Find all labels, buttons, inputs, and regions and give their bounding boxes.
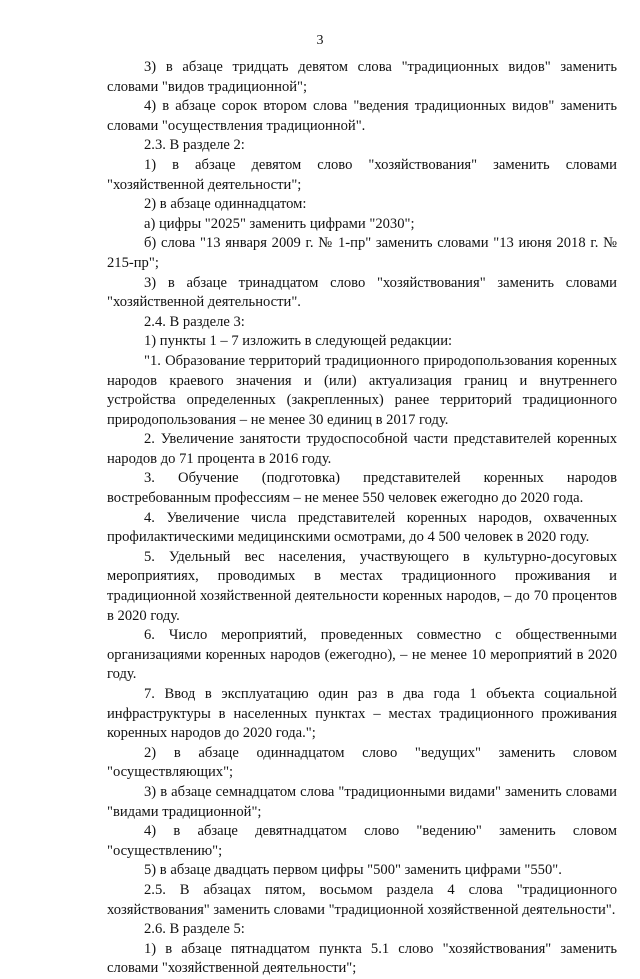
paragraph: 7. Ввод в эксплуатацию один раз в два года 1 объекта социальной инфраструктуры в населенных пунктах – местах традиционного проживания коренных народов до 2020 года."; bbox=[107, 686, 617, 742]
section-heading: 2.4. В разделе 3: bbox=[144, 313, 245, 330]
paragraph: а) цифры "2025" заменить цифрами "2030"; bbox=[144, 215, 415, 232]
paragraph: 2.5. В абзацах пятом, восьмом раздела 4 слова "традиционного хозяйствования" заменить словами "традиционной хозяйственной деятельности". bbox=[107, 881, 617, 918]
paragraph: 2) в абзаце одиннадцатом слово "ведущих" заменить словом "осуществляющих"; bbox=[107, 744, 617, 781]
document-body bbox=[107, 58, 617, 979]
section-heading: 2.3. В разделе 2: bbox=[144, 137, 245, 154]
paragraph: 5. Удельный вес населения, участвующего в культурно-досуговых мероприятиях, проводимых в местах традиционного проживания и традиционной хозяйственной деятельности коренных народов, – до 70 процентов в 2020 году. bbox=[107, 548, 617, 624]
paragraph: 1) в абзаце девятом слово "хозяйствования" заменить словами "хозяйственной деятельности"; bbox=[107, 156, 617, 193]
paragraph: "1. Образование территорий традиционного природопользования коренных народов краевого значения и (или) актуализация границ и внутреннего устройства определенных (закрепленных) ранее территорий традиционного природопользования – не менее 30 единиц в 2017 году. bbox=[107, 352, 617, 428]
paragraph: 5) в абзаце двадцать первом цифры "500" заменить цифрами "550". bbox=[144, 862, 562, 879]
paragraph: 3) в абзаце тридцать девятом слова "традиционных видов" заменить словами "видов традиционной"; bbox=[107, 59, 617, 95]
paragraph: 2. Увеличение занятости трудоспособной части представителей коренных народов до 71 процента в 2016 году. bbox=[107, 431, 617, 467]
paragraph: 3) в абзаце семнадцатом слова "традиционными видами" заменить словами "видами традиционной"; bbox=[107, 783, 617, 820]
paragraph: 4) в абзаце девятнадцатом слово "ведению" заменить словом "осуществлению"; bbox=[107, 823, 617, 859]
paragraph: 4. Увеличение числа представителей коренных народов, охваченных профилактическими медицинскими осмотрами, до 4 500 человек в 2020 году. bbox=[107, 509, 617, 546]
paragraph: 6. Число мероприятий, проведенных совместно с общественными организациями коренных народов (ежегодно), – не менее 10 мероприятий в 2020 году. bbox=[107, 627, 617, 683]
page-number: 3 bbox=[316, 33, 324, 48]
paragraph: б) слова "13 января 2009 г. № 1-пр" заменить словами "13 июня 2018 г. № 215-пр"; bbox=[107, 235, 617, 271]
section-heading: 2.6. В разделе 5: bbox=[144, 921, 245, 938]
paragraph: 3. Обучение (подготовка) представителей коренных народов востребованным профессиям – не менее 550 человек ежегодно до 2020 года. bbox=[107, 470, 617, 507]
paragraph: 1) пункты 1 – 7 изложить в следующей редакции: bbox=[144, 333, 453, 350]
paragraph: 2) в абзаце одиннадцатом: bbox=[144, 196, 307, 213]
paragraph: 1) в абзаце пятнадцатом пункта 5.1 слово "хозяйствования" заменить словами "хозяйственной деятельности"; bbox=[107, 940, 617, 977]
paragraph: 3) в абзаце тринадцатом слово "хозяйствования" заменить словами "хозяйственной деятельности". bbox=[107, 274, 617, 311]
paragraph: 4) в абзаце сорок втором слова "ведения традиционных видов" заменить словами "осуществления традиционной". bbox=[107, 98, 617, 134]
